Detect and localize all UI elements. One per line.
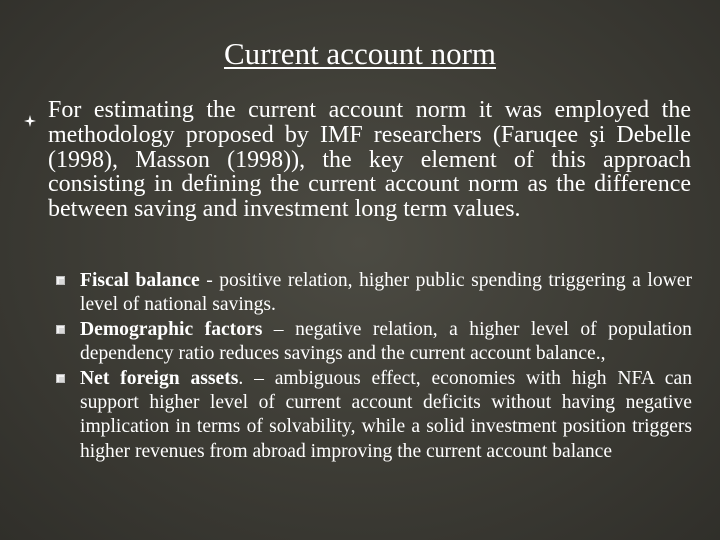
sub-bullet-paragraph — [80, 269, 692, 318]
sub-bullet-term: Demographic factors — [80, 318, 263, 340]
slide-title: Current account norm — [223, 36, 497, 71]
sub-bullet-text: . – ambiguous effect, economies with high NFA can support higher level of current account deficits without having negative implication in terms of solvability, while a solid investment position triggers higher revenues from abroad improving the current account balance — [80, 367, 693, 462]
sub-bullet-text: – negative relation, a higher level of population dependency ratio reduces savings and the current account balance., — [80, 318, 692, 365]
square-bullet-icon — [56, 325, 65, 334]
sub-bullet-paragraph — [80, 318, 692, 367]
square-bullet-icon — [56, 276, 65, 285]
square-bullet-icon — [56, 374, 65, 383]
sub-bullet-fiscal-balance — [56, 269, 692, 318]
sub-bullet-paragraph — [80, 367, 692, 465]
main-bullet-text: For estimating the current account norm it was employed the methodology proposed by IMF researchers (Faruqee şi Debelle (1998), Masson (1998)), the key element of this approach consisting in defining the current account norm as the difference between saving and investment long term values. — [48, 97, 691, 223]
sub-bullet-term: Net foreign assets — [80, 367, 239, 389]
sub-bullet-list — [56, 269, 692, 464]
sub-bullet-demographic-factors — [56, 318, 692, 367]
sub-bullet-term: Fiscal balance — [80, 270, 200, 291]
diamond-bullet-icon — [24, 115, 38, 129]
sub-bullet-net-foreign-assets — [56, 367, 692, 465]
sub-bullet-text: - positive relation, higher public spending triggering a lower level of national savings. — [80, 270, 692, 316]
